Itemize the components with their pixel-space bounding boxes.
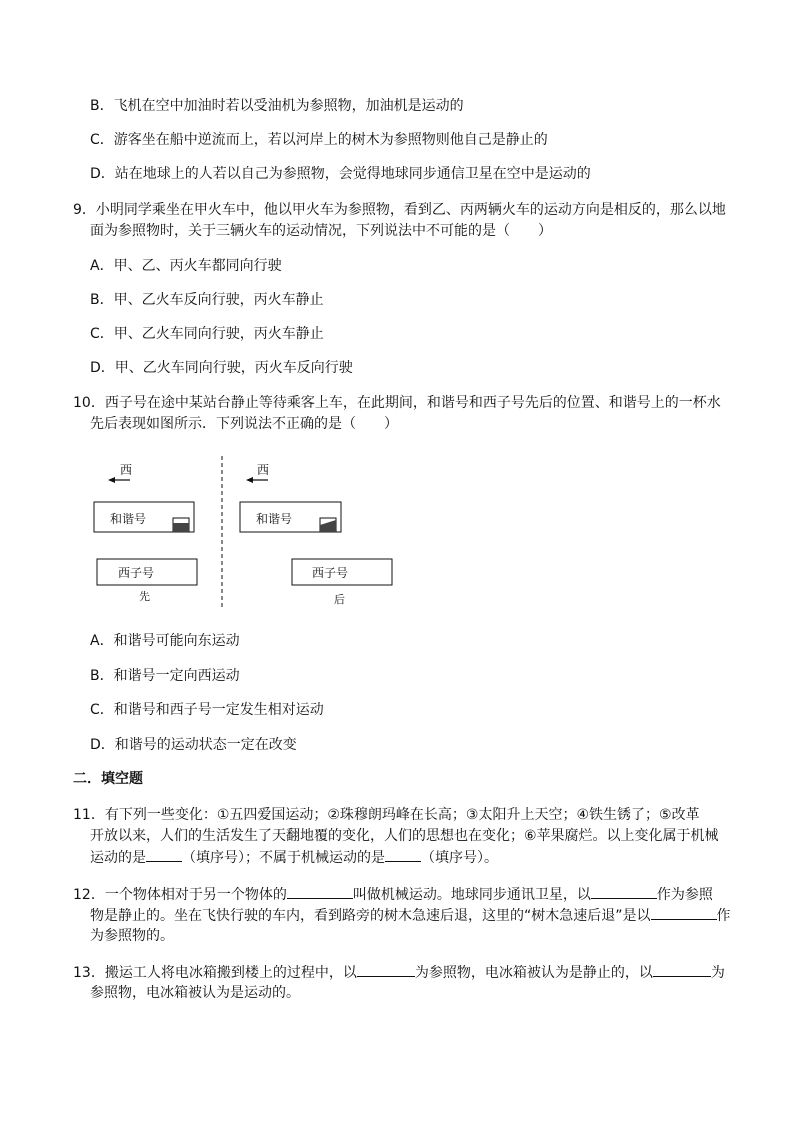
q9-option-b: B．甲、乙火车反向行驶，丙火车静止 xyxy=(90,292,324,308)
q12-text-b: 叫做机械运动。地球同步通讯卫星，以 xyxy=(352,887,591,903)
water-level-before xyxy=(173,523,189,532)
q12-text-d: 物是静止的。坐在飞快行驶的车内，看到路旁的树木急速后退，这里的“树木急速后退”是以 xyxy=(90,908,651,924)
q13-text-c: 为 xyxy=(710,965,725,981)
q10-option-a: A．和谐号可能向东运动 xyxy=(90,633,240,649)
q10-stem-line2: 先后表现如图所示．下列说法不正确的是（ ） xyxy=(90,416,398,432)
q11-text-a: 运动的是 xyxy=(90,850,146,866)
q9-option-c: C．甲、乙火车同向行驶，丙火车静止 xyxy=(90,326,324,342)
train-figure xyxy=(80,452,420,612)
q11-blank-1[interactable] xyxy=(146,847,182,862)
xizi-label-before: 西子号 xyxy=(118,566,155,580)
q10-stem-line1: 10．西子号在途中某站台静止等待乘客上车，在此期间，和谐号和西子号先后的位置、和谐号上的一杯水 xyxy=(73,395,721,411)
q10-option-c: C．和谐号和西子号一定发生相对运动 xyxy=(90,702,324,718)
hexie-label-after: 和谐号 xyxy=(256,512,293,526)
q13-line2: 参照物，电冰箱被认为是运动的。 xyxy=(90,985,300,1001)
q9-stem-line1: 9．小明同学乘坐在甲火车中，他以甲火车为参照物，看到乙、丙两辆火车的运动方向是相反的，那么以地 xyxy=(73,202,726,218)
q12-text-c: 作为参照 xyxy=(656,887,713,903)
hexie-label-before: 和谐号 xyxy=(110,512,147,526)
q12-blank-2[interactable] xyxy=(591,884,657,899)
q11-line1: 11．有下列一些变化：①五四爱国运动；②珠穆朗玛峰在长高；③太阳升上天空；④铁生锈了；⑤改革 xyxy=(73,807,700,823)
q13-text-a: 13．搬运工人将电冰箱搬到楼上的过程中，以 xyxy=(73,965,357,981)
q11-line2: 开放以来，人们的生活发生了天翻地覆的变化，人们的思想也在变化；⑥苹果腐烂。以上变化属于机械 xyxy=(90,828,719,844)
figure-after xyxy=(240,463,392,606)
q9-option-d: D．甲、乙火车同向行驶，丙火车反向行驶 xyxy=(90,360,353,376)
q9-option-a: A．甲、乙、丙火车都同向行驶 xyxy=(90,258,282,274)
xizi-label-after: 西子号 xyxy=(312,566,349,580)
q10-option-b: B．和谐号一定向西运动 xyxy=(90,668,240,684)
q12-text-a: 12．一个物体相对于另一个物体的 xyxy=(73,887,287,903)
q12-line2 xyxy=(90,905,731,926)
q10-option-d: D．和谐号的运动状态一定在改变 xyxy=(90,737,297,753)
q12-line1 xyxy=(73,884,713,905)
arrow-head-icon xyxy=(246,477,253,483)
q12-text-e: 作 xyxy=(716,908,731,924)
q11-text-b: （填序号）；不属于机械运动的是 xyxy=(182,850,385,866)
q12-blank-1[interactable] xyxy=(287,884,353,899)
caption-after: 后 xyxy=(334,593,345,606)
q12-line3: 为参照物的。 xyxy=(90,928,174,944)
q8-option-b: B．飞机在空中加油时若以受油机为参照物，加油机是运动的 xyxy=(90,98,464,114)
caption-before: 先 xyxy=(139,590,150,603)
q8-option-c: C．游客坐在船中逆流而上，若以河岸上的树木为参照物则他自己是静止的 xyxy=(90,132,548,148)
q9-stem-line2: 面为参照物时，关于三辆火车的运动情况，下列说法中不可能的是（ ） xyxy=(90,223,552,239)
q11-blank-2[interactable] xyxy=(385,847,421,862)
q13-blank-1[interactable] xyxy=(357,962,415,977)
section-title: 二．填空题 xyxy=(73,771,143,787)
q11-line3 xyxy=(90,847,498,868)
q11-text-c: （填序号）。 xyxy=(421,850,498,866)
arrow-head-icon xyxy=(108,477,115,483)
q13-text-b: 为参照物，电冰箱被认为是静止的，以 xyxy=(414,965,653,981)
water-level-after xyxy=(320,520,336,532)
q13-blank-2[interactable] xyxy=(653,962,711,977)
direction-label-right: 西 xyxy=(257,463,270,477)
q12-blank-3[interactable] xyxy=(651,905,717,920)
q8-option-d: D．站在地球上的人若以自己为参照物，会觉得地球同步通信卫星在空中是运动的 xyxy=(90,166,591,182)
figure-before xyxy=(94,463,197,603)
q13-line1 xyxy=(73,962,725,983)
direction-label-left: 西 xyxy=(120,463,133,477)
